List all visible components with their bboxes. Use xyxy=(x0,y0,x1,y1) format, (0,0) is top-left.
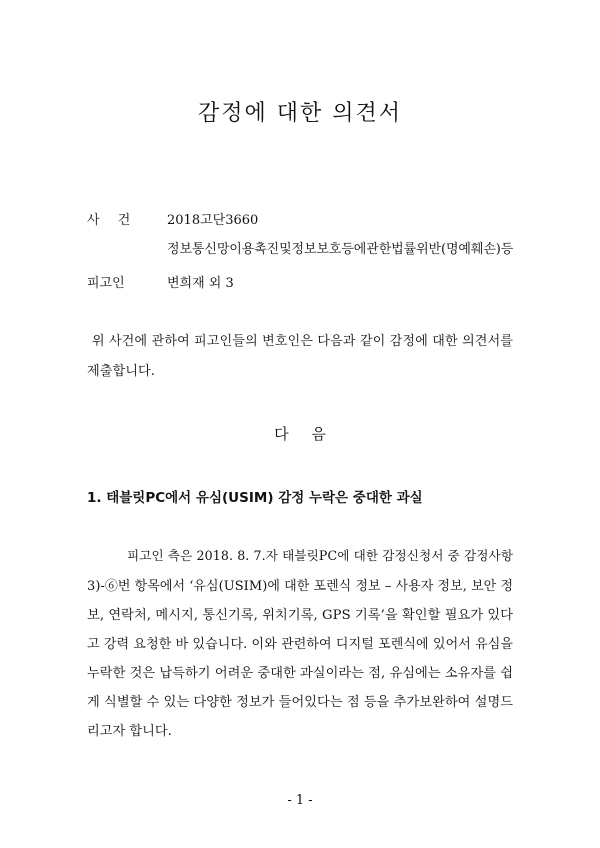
page-number: - 1 - xyxy=(287,793,313,808)
document-title: 감정에 대한 의견서 xyxy=(197,101,402,126)
intro-line: 위 사건에 관하여 피고인들의 변호인은 다음과 같이 감정에 대한 의견서를 xyxy=(92,334,514,349)
body-line: 고 강력 요청한 바 있습니다. 이와 관련하여 디지털 포렌식에 있어서 유심을 xyxy=(87,637,514,652)
case-charge: 정보통신망이용촉진및정보보호등에관한법률위반(명예훼손)등 xyxy=(167,242,514,257)
body-line: 누락한 것은 납득하기 어려운 중대한 과실이라는 점, 유심에는 소유자를 쉽 xyxy=(87,666,514,681)
body-line: 리고자 합니다. xyxy=(87,724,172,739)
case-number: 2018고단3660 xyxy=(167,213,259,228)
defendant-name: 변희재 외 3 xyxy=(167,276,234,291)
body-line: 보, 연락처, 메시지, 통신기록, 위치기록, GPS 기록’을 확인할 필요가 있다 xyxy=(87,608,514,623)
section-heading: 1. 태블릿PC에서 유심(USIM) 감정 누락은 중대한 과실 xyxy=(87,490,423,506)
intro-line: 제출합니다. xyxy=(87,364,155,379)
body-line: 피고인 측은 2018. 8. 7.자 태블릿PC에 대한 감정신청서 중 감정사항 xyxy=(127,548,514,563)
defendant-label: 피고인 xyxy=(87,276,125,291)
center-heading: 다 음 xyxy=(274,425,326,443)
body-line: 게 식별할 수 있는 다양한 정보가 들어있다는 점 등을 추가보완하여 설명드 xyxy=(87,695,514,710)
body-line: 3)-⑥번 항목에서 ‘유심(USIM)에 대한 포렌식 정보 – 사용자 정보, 보안 정 xyxy=(87,579,514,594)
case-label: 사 건 xyxy=(87,213,131,228)
